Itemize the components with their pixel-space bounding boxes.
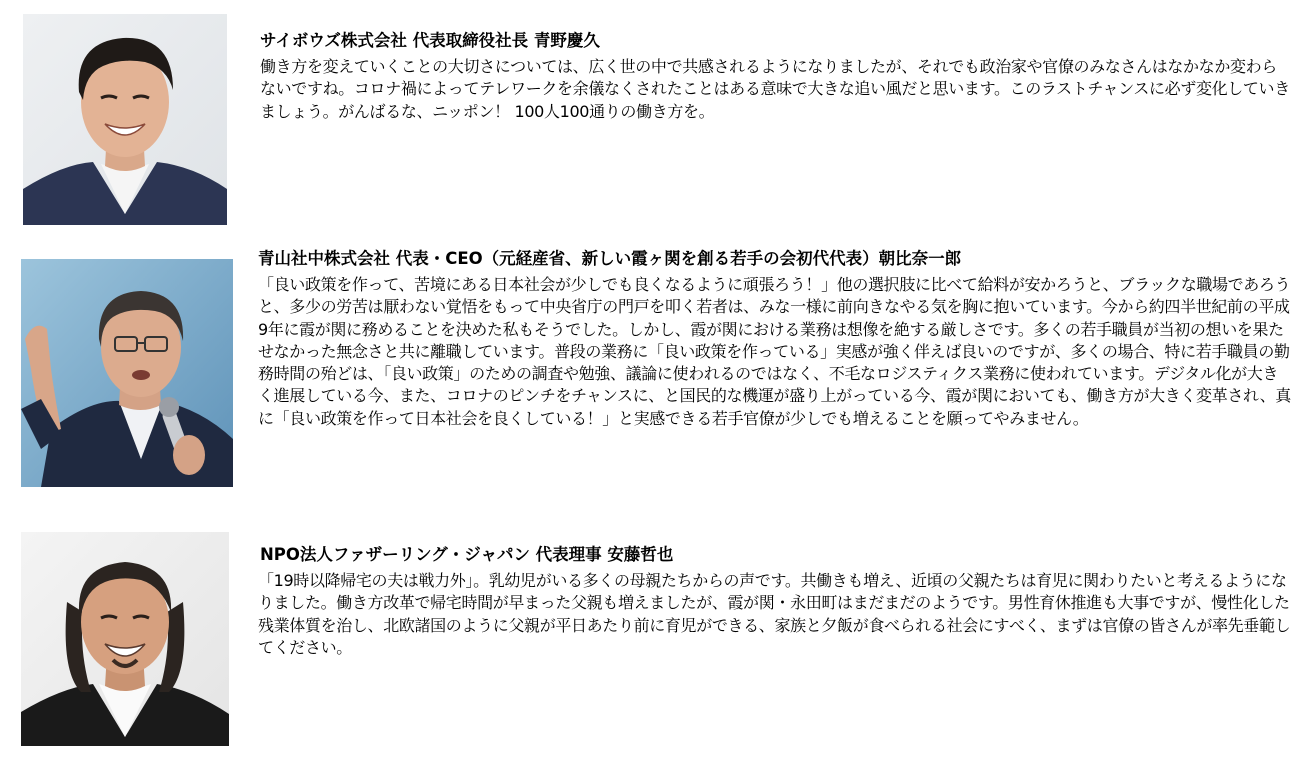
portrait-1-image <box>23 14 227 225</box>
speaker-name: NPO法人ファザーリング・ジャパン 代表理事 安藤哲也 <box>260 545 674 564</box>
testimonial-text-1 <box>260 30 1290 123</box>
testimonial-entry-1 <box>0 0 1311 230</box>
portrait-photo-2 <box>21 259 233 487</box>
testimonial-entry-3 <box>0 520 1311 750</box>
speaker-quote: 「19時以降帰宅の夫は戦力外」。乳幼児がいる多くの母親たちからの声です。共働きも増え、近頃の父親たちは育児に関わりたいと考えるようになりました。働き方改革で帰宅時間が早まった父親も増えましたが、霞が関・永田町はまだまだのようです。男性育休推進も大事ですが、慢性化した残業体質を治し、北欧諸国のように父親が平日あたり前に育児ができる、家族と夕飯が食べられる社会にすべく、まずは官僚の皆さんが率先垂範してください。 <box>258 571 1291 657</box>
speaker-quote: 働き方を変えていくことの大切さについては、広く世の中で共感されるようになりましたが、それでも政治家や官僚のみなさんはなかなか変わらないですね。コロナ禍によってテレワークを余儀なくされたことはある意味で大きな追い風だと思います。このラストチャンスに必ず変化していきましょう。がんばるな、ニッポン！ 100人100通りの働き方を。 <box>260 57 1290 121</box>
testimonial-entry-2 <box>0 240 1311 500</box>
portrait-3-image <box>21 532 229 746</box>
testimonial-text-3 <box>258 544 1292 659</box>
speaker-name: サイボウズ株式会社 代表取締役社長 青野慶久 <box>260 31 600 50</box>
portrait-photo-3 <box>21 532 229 746</box>
speaker-quote: 「良い政策を作って、苦境にある日本社会が少しでも良くなるように頑張ろう！」他の選択肢に比べて給料が安かろうと、ブラックな職場であろうと、多少の労苦は厭わない覚悟をもって中央省庁の門戸を叩く若者は、みな一様に前向きなやる気を胸に抱いています。今から約四半世紀前の平成9年に霞が関に務めることを決めた私もそうでした。しかし、霞が関における業務は想像を絶する厳しさです。多くの若手職員が当初の想いを果たせなかった無念さと共に離職しています。普段の業務に「良い政策を作っている」実感が強く伴えば良いのですが、多くの場合、特に若手職員の勤務時間の殆どは、「良い政策」のための調査や勉強、議論に使われるのではなく、不毛なロジスティクス業務に使われています。デジタル化が大きく進展している今、また、コロナのピンチをチャンスに、と国民的な機運が盛り上がっている今、霞が関においても、働き方が大きく変革され、真に「良い政策を作って日本社会を良くしている！」と実感できる若手官僚が少しでも増えることを願ってやみません。 <box>258 275 1291 428</box>
portrait-2-image <box>21 259 233 487</box>
speaker-name: 青山社中株式会社 代表・CEO（元経産省、新しい霞ヶ関を創る若手の会初代代表）朝比奈一郎 <box>258 249 962 268</box>
portrait-photo-1 <box>23 14 227 225</box>
testimonial-text-2 <box>258 248 1292 430</box>
